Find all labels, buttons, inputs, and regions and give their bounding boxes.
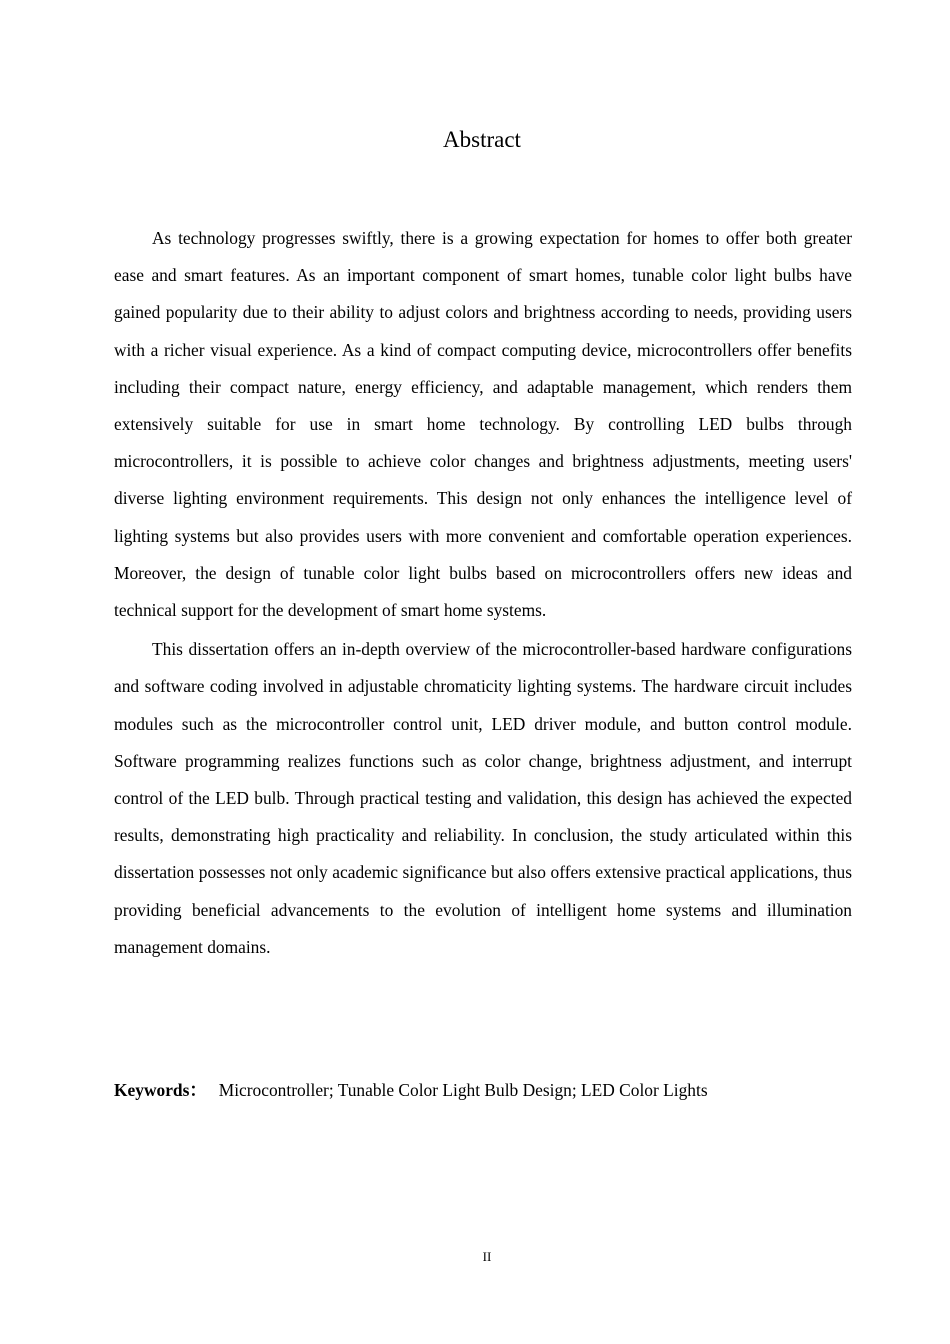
keywords-text: Microcontroller; Tunable Color Light Bulb Design; LED Color Lights bbox=[218, 1080, 708, 1100]
abstract-title: Abstract bbox=[443, 127, 521, 152]
keywords-line bbox=[114, 1074, 852, 1106]
keywords-label: Keywords： bbox=[114, 1080, 207, 1100]
abstract-paragraph-1: As technology progresses swiftly, there is a growing expectation for homes to offer both greater ease and smart features. As an important component of smart homes, tunable color light bulbs have gained popularity due to their ability to adjust colors and brightness according to needs, providing users with a richer visual experience. As a kind of compact computing device, microcontrollers offer benefits including their compact nature, energy efficiency, and adaptable management, which renders them extensively suitable for use in smart home technology. By controlling LED bulbs through microcontrollers, it is possible to achieve color changes and brightness adjustments, meeting users' diverse lighting environment requirements. This design not only enhances the intelligence level of lighting systems but also provides users with more convenient and comfortable operation experiences. Moreover, the design of tunable color light bulbs based on microcontrollers offers new ideas and technical support for the development of smart home systems. bbox=[114, 228, 852, 621]
abstract-paragraph-2: This dissertation offers an in-depth overview of the microcontroller-based hardware configurations and software coding involved in adjustable chromaticity lighting systems. The hardware circuit includes modules such as the microcontroller control unit, LED driver module, and button control module. Software programming realizes functions such as color change, brightness adjustment, and interrupt control of the LED bulb. Through practical testing and validation, this design has achieved the expected results, demonstrating high practicality and reliability. In conclusion, the study articulated within this dissertation possesses not only academic significance but also offers extensive practical applications, thus providing beneficial advancements to the evolution of intelligent home systems and illumination management domains. bbox=[114, 639, 852, 957]
page-number: II bbox=[482, 1249, 492, 1264]
abstract-body bbox=[114, 220, 852, 966]
